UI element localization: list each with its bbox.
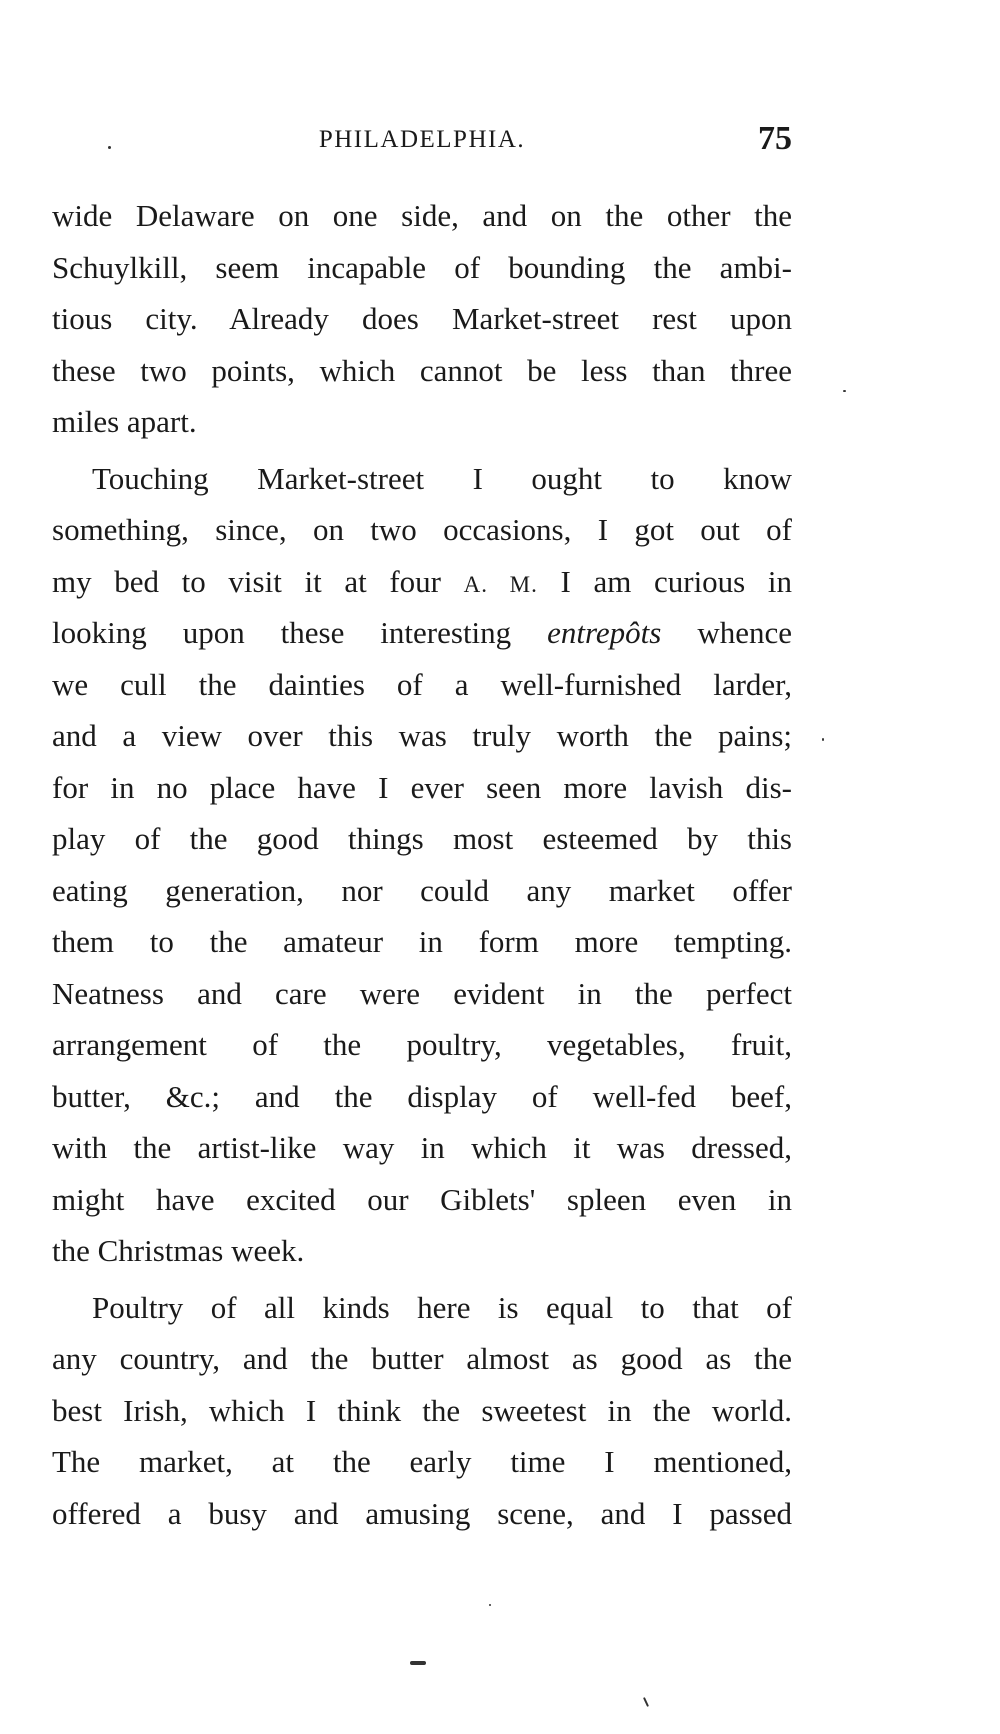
running-title: PHILADELPHIA. bbox=[318, 126, 526, 153]
text-line: these two points, which cannot be less than three bbox=[52, 352, 792, 388]
text-run: looking upon these interesting bbox=[52, 615, 548, 650]
text-run: whence bbox=[661, 615, 793, 650]
text-line: wide Delaware on one side, and on the other the bbox=[52, 198, 792, 233]
text-line: Schuylkill, seem incapable of bounding the ambi- bbox=[52, 249, 792, 285]
text-line: for in no place have I ever seen more lavish dis- bbox=[52, 769, 792, 805]
text-line: Poultry of all kinds here is equal to that of bbox=[92, 1289, 792, 1325]
text-run: I am curious in bbox=[537, 563, 792, 599]
scan-speck bbox=[108, 146, 111, 149]
text-line: Touching Market-street I ought to know bbox=[92, 460, 792, 496]
text-line: eating generation, nor could any market offer bbox=[52, 872, 792, 908]
paragraph-1 bbox=[52, 190, 792, 448]
text-line: tious city. Already does Market-street rest upon bbox=[52, 301, 792, 336]
paragraph-2 bbox=[52, 453, 792, 1277]
text-line bbox=[52, 556, 792, 608]
text-line bbox=[52, 607, 792, 659]
text-line: something, since, on two occasions, I got out of bbox=[52, 512, 792, 547]
page-number: 75 bbox=[758, 120, 792, 157]
text-run: my bed to visit it at four bbox=[52, 563, 464, 599]
text-line: butter, &c.; and the display of well-fed beef, bbox=[52, 1078, 792, 1114]
text-line: arrangement of the poultry, vegetables, fruit, bbox=[52, 1027, 792, 1062]
text-line: we cull the dainties of a well-furnished larder, bbox=[52, 666, 792, 702]
scan-speck bbox=[489, 1604, 491, 1606]
text-line: miles apart. bbox=[52, 404, 197, 439]
text-line: play of the good things most esteemed by this bbox=[52, 821, 792, 856]
text-line: offered a busy and amusing scene, and I passed bbox=[52, 1495, 792, 1531]
text-line: Neatness and care were evident in the perfect bbox=[52, 975, 792, 1011]
scan-speck bbox=[822, 738, 824, 741]
paragraph-3 bbox=[52, 1282, 792, 1540]
scan-speck bbox=[843, 390, 846, 392]
text-line: The market, at the early time I mentioned, bbox=[52, 1444, 792, 1479]
text-line: the Christmas week. bbox=[52, 1233, 305, 1268]
scan-speck bbox=[410, 1661, 426, 1665]
text-line: might have excited our Giblets' spleen even in bbox=[52, 1181, 792, 1217]
body-text bbox=[52, 190, 792, 1539]
text-line: and a view over this was truly worth the pains; bbox=[52, 718, 792, 753]
scan-speck bbox=[643, 1697, 649, 1707]
italic-word: entrepôts bbox=[547, 615, 662, 650]
text-line: best Irish, which I think the sweetest in the world. bbox=[52, 1392, 792, 1428]
text-line: any country, and the butter almost as good as the bbox=[52, 1341, 792, 1376]
small-caps-time: A. M. bbox=[463, 571, 538, 597]
running-head bbox=[52, 120, 792, 160]
text-line: with the artist-like way in which it was dressed, bbox=[52, 1130, 792, 1165]
text-line: them to the amateur in form more tempting. bbox=[52, 924, 792, 959]
